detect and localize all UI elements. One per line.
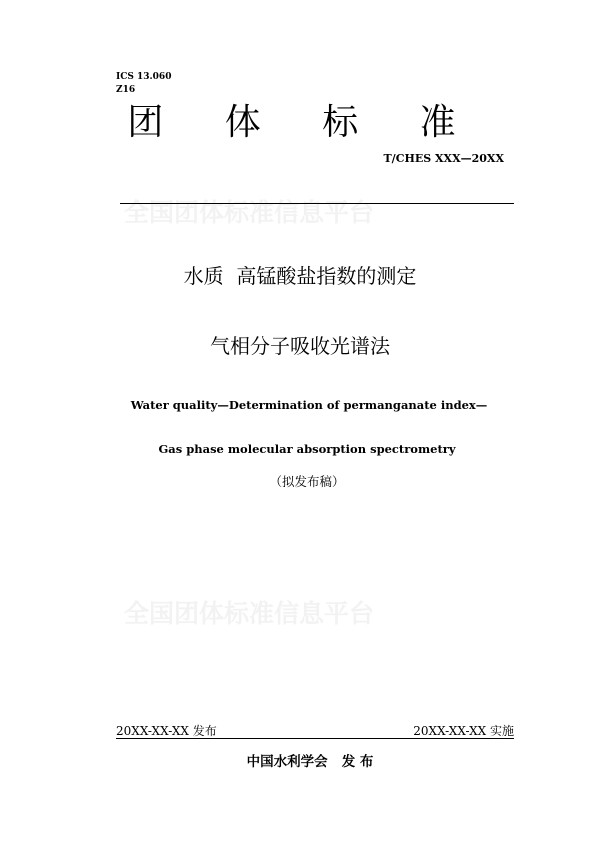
- chinese-title-line-2: 气相分子吸收光谱法: [210, 334, 390, 358]
- standard-number: T/CHES XXX—20XX: [383, 152, 504, 165]
- chinese-title-line-1: 水质 高锰酸盐指数的测定: [183, 264, 417, 288]
- footer-divider: [116, 738, 514, 739]
- publish-date: 20XX-XX-XX 发布: [116, 724, 217, 738]
- watermark-text-top: 全国团体标准信息平台: [124, 198, 375, 227]
- implement-date: 20XX-XX-XX 实施: [413, 724, 514, 738]
- ics-code: ICS 13.060: [116, 72, 172, 82]
- standard-type-heading: 团 体 标 准: [127, 102, 481, 143]
- watermark-text-middle: 全国团体标准信息平台: [124, 599, 375, 628]
- draft-status: （拟发布稿）: [269, 474, 345, 489]
- publisher: 中国水利学会 发 布: [246, 754, 374, 770]
- header-divider: [120, 203, 514, 204]
- english-title-line-2: Gas phase molecular absorption spectrometry: [158, 442, 456, 456]
- ccs-code: Z16: [116, 85, 136, 95]
- english-title-line-1: Water quality—Determination of permanganate index—: [130, 398, 488, 412]
